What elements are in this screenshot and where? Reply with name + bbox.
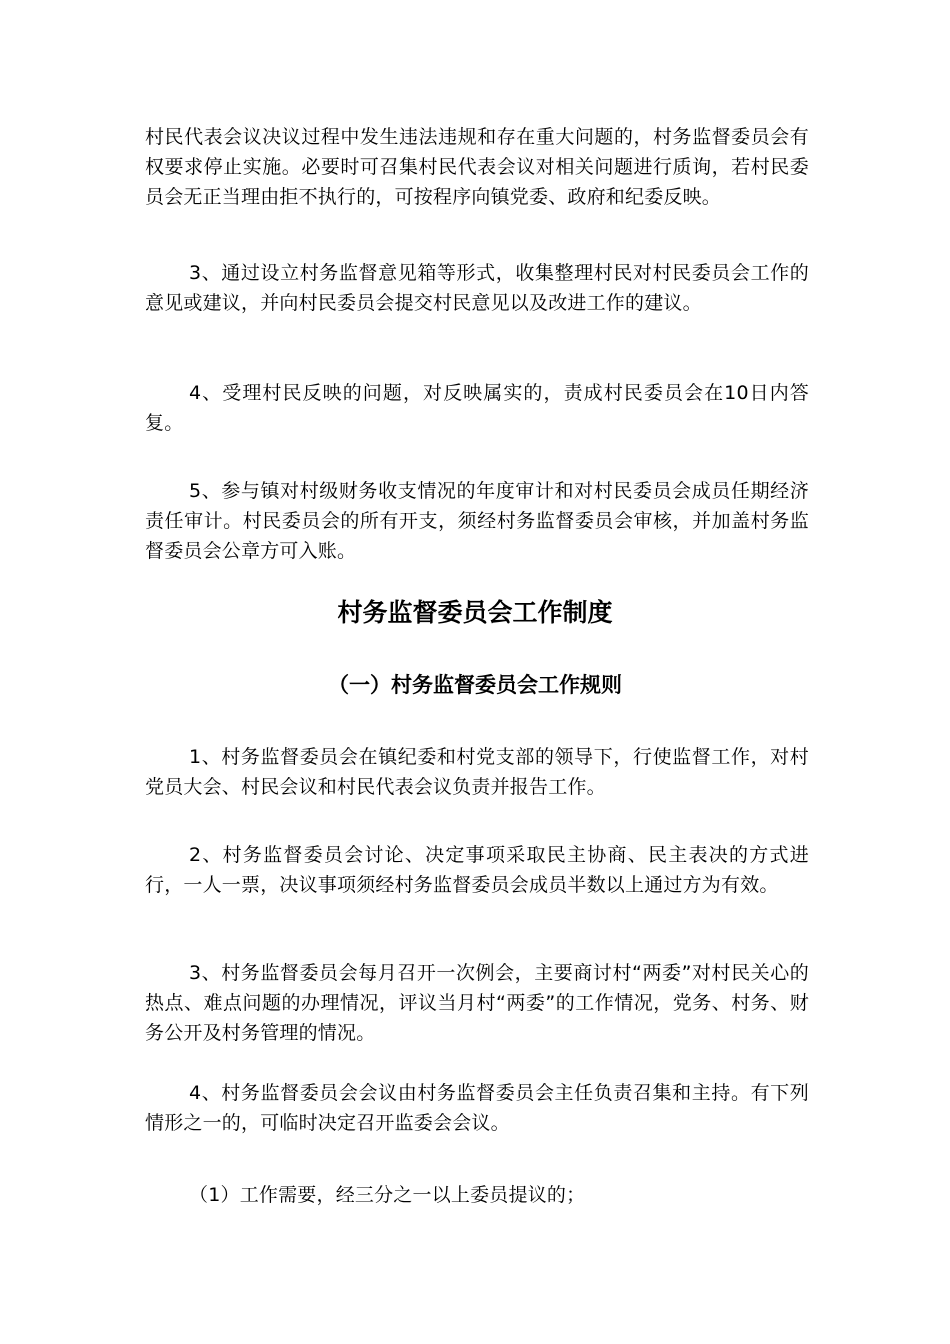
rule-item-1: 1、村务监督委员会在镇纪委和村党支部的领导下，行使监督工作，对村党员大会、村民会议和村民代表会议负责并报告工作。 bbox=[145, 746, 809, 798]
rule-item-3: 3、村务监督委员会每月召开一次例会，主要商讨村“两委”对村民关心的热点、难点问题的办理情况，评议当月村“两委”的工作情况，党务、村务、财务公开及村务管理的情况。 bbox=[145, 962, 809, 1044]
paragraph-item-4: 4、受理村民反映的问题，对反映属实的，责成村民委员会在10日内答复。 bbox=[145, 382, 809, 434]
rule-subitem-1: （1）工作需要，经三分之一以上委员提议的； bbox=[189, 1184, 586, 1206]
paragraph-continued: 村民代表会议决议过程中发生违法违规和存在重大问题的，村务监督委员会有权要求停止实施。必要时可召集村民代表会议对相关问题进行质询，若村民委员会无正当理由拒不执行的，可按程序向镇党委、政府和纪委反映。 bbox=[145, 126, 809, 208]
rule-item-4: 4、村务监督委员会会议由村务监督委员会主任负责召集和主持。有下列情形之一的，可临时决定召开监委会会议。 bbox=[145, 1082, 809, 1134]
paragraph-item-3: 3、通过设立村务监督意见箱等形式，收集整理村民对村民委员会工作的意见或建议，并向村民委员会提交村民意见以及改进工作的建议。 bbox=[145, 262, 809, 314]
document-title: 村务监督委员会工作制度 bbox=[337, 598, 613, 627]
rule-item-2: 2、村务监督委员会讨论、决定事项采取民主协商、民主表决的方式进行，一人一票，决议事项须经村务监督委员会成员半数以上通过方为有效。 bbox=[145, 844, 809, 896]
section-heading: （一）村务监督委员会工作规则 bbox=[328, 673, 622, 697]
paragraph-item-5: 5、参与镇对村级财务收支情况的年度审计和对村民委员会成员任期经济责任审计。村民委员会的所有开支，须经村务监督委员会审核，并加盖村务监督委员会公章方可入账。 bbox=[145, 480, 809, 562]
